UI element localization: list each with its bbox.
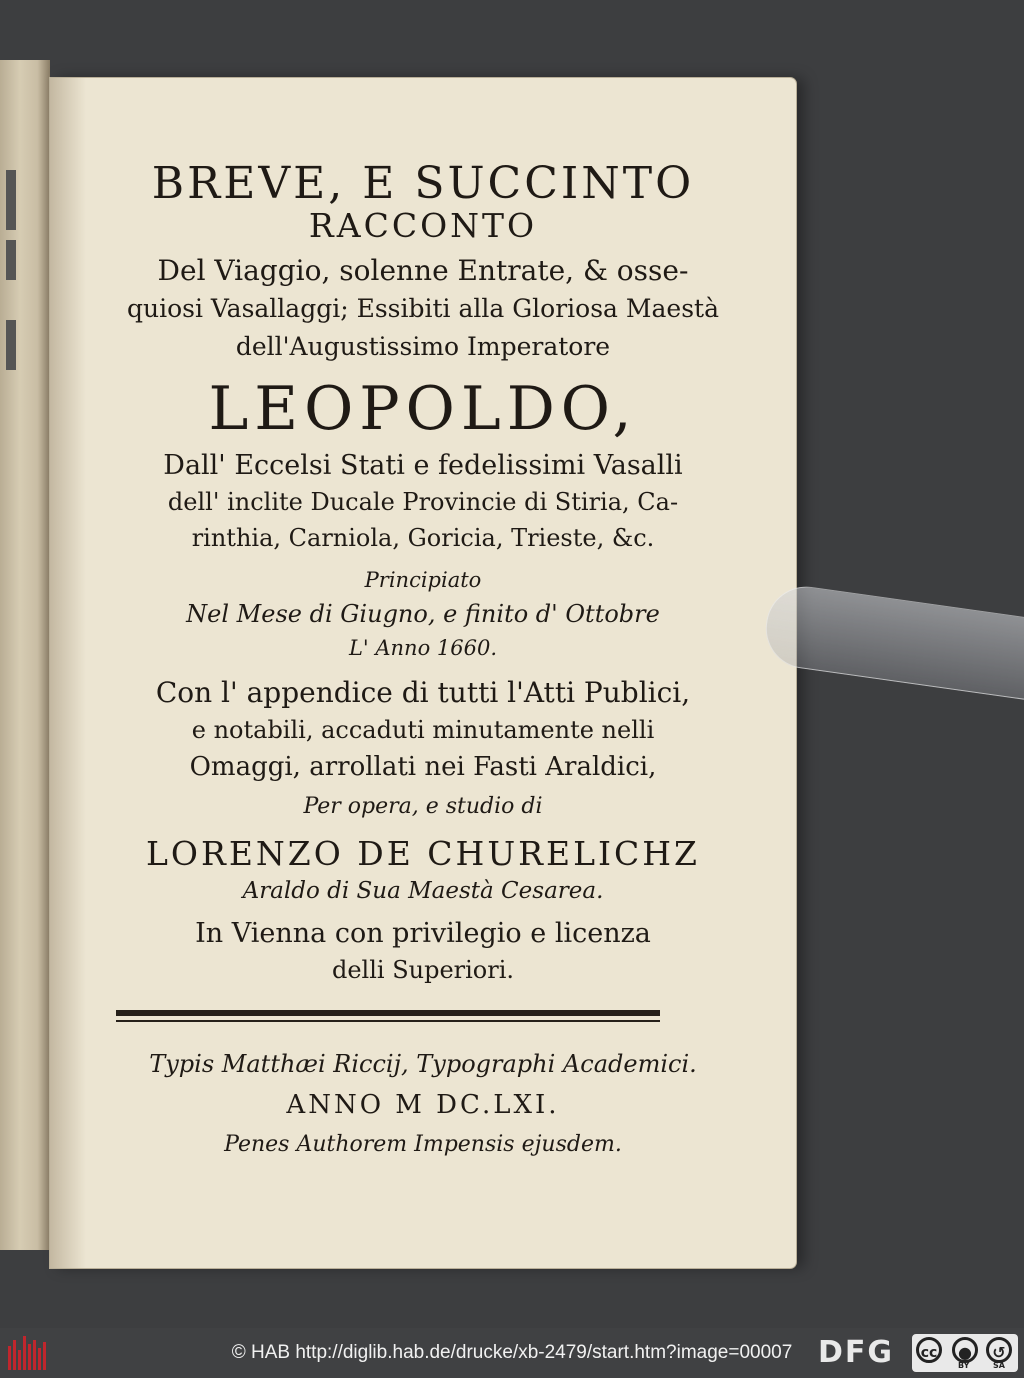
italic-line: L' Anno 1660.	[348, 636, 498, 660]
spine-mark	[6, 320, 16, 370]
italic-line: Nel Mese di Giugno, e finito d' Ottobre	[186, 600, 660, 628]
viewer-footer	[0, 1328, 1024, 1378]
sa-label: SA	[993, 1361, 1005, 1370]
text-line: e notabili, accaduti minutamente nelli	[191, 716, 655, 744]
divider-rule	[116, 1020, 660, 1022]
divider-rule	[116, 1010, 660, 1016]
sa-icon: ↺	[986, 1337, 1012, 1363]
text-line: quiosi Vasallaggi; Essibiti alla Gloriosa Maestà	[126, 294, 719, 323]
imprint-year: ANNO M DC.LXI.	[286, 1090, 560, 1120]
title-page	[50, 78, 796, 1268]
imprint-line: Typis Matthæi Riccij, Typographi Academici.	[149, 1050, 697, 1078]
title-line: BREVE, E SUCCINTO	[151, 158, 695, 209]
plastic-page-clip	[761, 581, 1024, 700]
text-line: dell' inclite Ducale Provincie di Stiria, Ca-	[167, 488, 679, 516]
italic-line: Araldo di Sua Maestà Cesarea.	[242, 878, 604, 904]
book-spine-edge	[0, 60, 50, 1250]
text-line: rinthia, Carniola, Goricia, Trieste, &c.	[191, 524, 655, 552]
text-line: delli Superiori.	[331, 956, 515, 984]
italic-line: Per opera, e studio di	[303, 794, 543, 819]
text-line: dell'Augustissimo Imperatore	[235, 332, 611, 361]
text-line: Dall' Eccelsi Stati e fedelissimi Vasalli	[163, 450, 683, 481]
title-line: RACCONTO	[308, 206, 538, 245]
spine-mark	[6, 170, 16, 230]
by-label: BY	[958, 1361, 970, 1370]
copyright-link[interactable]: © HAB http://diglib.hab.de/drucke/xb-2479/start.htm?image=00007	[231, 1342, 793, 1363]
emperor-name: LEOPOLDO,	[208, 374, 638, 444]
italic-line: Principiato	[364, 568, 482, 592]
spine-mark	[6, 240, 16, 280]
text-line: Del Viaggio, solenne Entrate, & osse-	[157, 254, 689, 287]
dfg-logo[interactable]: DFG	[818, 1335, 895, 1370]
by-icon: ●	[952, 1337, 978, 1363]
cc-icon: cc	[916, 1337, 942, 1363]
author-name: LORENZO DE CHURELICHZ	[146, 834, 700, 873]
text-line: Con l' appendice di tutti l'Atti Publici,	[155, 676, 691, 709]
text-line: Omaggi, arrollati nei Fasti Araldici,	[189, 752, 657, 782]
imprint-line: Penes Authorem Impensis ejusdem.	[224, 1132, 622, 1157]
cc-by-sa-icon[interactable]	[912, 1334, 1018, 1372]
text-line: In Vienna con privilegio e licenza	[195, 918, 651, 949]
